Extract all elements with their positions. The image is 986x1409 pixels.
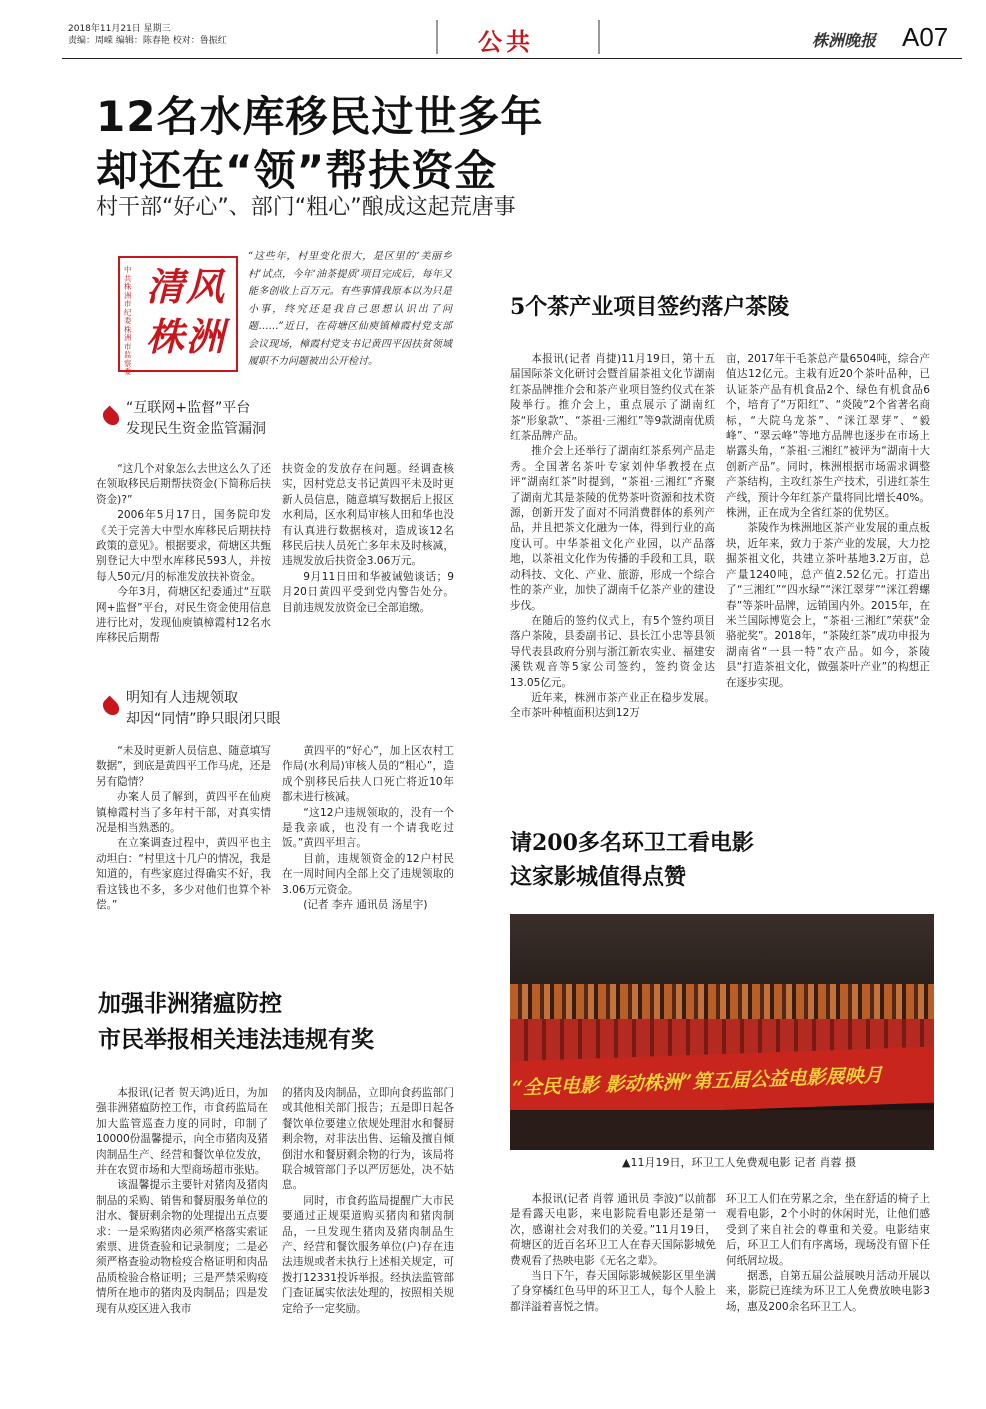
sec2-heading-line1: 明知有人违规领取 [126, 690, 238, 706]
staff-credits: 责编：周嵘 编辑：陈春艳 校对：鲁振红 [68, 36, 227, 46]
cinema-col1 [510, 1192, 716, 1315]
sec1-col2 [282, 462, 454, 616]
brand-logo: 株洲晚报 [812, 31, 877, 50]
banner-text: “全民电影 影动株洲”第五届公益电影展映月 [512, 1064, 883, 1100]
paragraph: 的猪肉及肉制品，立即向食药监部门或其他相关部门报告；五是即日起各餐饮单位要建立依规处理泔水和餐厨剩余物，对非法出售、运输及擅自倾倒泔水和餐厨剩余物的行为，该局将联合城管部门予以严厉惩处，决不姑息。 [282, 1087, 454, 1192]
swine-col1 [96, 1086, 268, 1317]
sec1-heading-line1: “互联网+监督”平台 [126, 400, 251, 416]
header-divider-right [598, 20, 600, 54]
paragraph: 本报讯(记者 肖捷)11月19日，第十五届国际茶文化研讨会暨首届茶祖文化节湖南红茶品牌推介会和茶产业项目签约仪式在茶陵举行。推介会上，重点展示了湖南红茶“形象款”、“茶祖·三湘红”等9款湖南优质红茶品牌产品。 [510, 353, 715, 443]
photo-caption: ▲11月19日，环卫工人免费观电影 记者 肖蓉 摄 [622, 1156, 856, 1169]
paragraph: 同时，市食药监局提醒广大市民要通过正规渠道购买猪肉和猪肉制品，一旦发现生猪肉及猪肉制品生产、经营和餐饮服务单位(户)存在违法违规或者未执行上述相关规定，可拨打12331投诉举报。经执法监管部门查证属实依法处理的，按照相关规定给予一定奖励。 [282, 1194, 454, 1315]
cinema-headline [510, 826, 754, 894]
cinema-headline-line1: 请200多名环卫工看电影 [510, 830, 754, 856]
paragraph: 该温馨提示主要针对猪肉及猪肉制品的采购、销售和餐厨服务单位的泔水、餐厨剩余物的处理提出五点要求：一是采购猪肉必须严格落实索证索票、进货查验和记录制度；二是必须严格查验动物检疫合格证明和肉品品质检验合格证明；三是严禁采购疫情所在地市的猪肉及肉制品；四是发现有从疫区进入我市 [96, 1179, 268, 1315]
lead-headline-line1: 12名水库移民过世多年 [96, 92, 544, 141]
paragraph: 茶陵作为株洲地区茶产业发展的重点板块，近年来，致力于茶产业的发展，大力挖掘茶祖文化，共建立茶叶基地3.2万亩，总产量1240吨，总产值2.52亿元。打造出了“三湘红”“四水绿”“洣江翠芽”“洣江碧螺春”等茶叶品牌，远销国内外。2015年，在米兰国际博览会上，“茶祖·三湘红”荣获“金骆驼奖”。2018年，“茶陵红茶”成功申报为湖南省“一县一特”农产品。如今，茶陵县“打造茶祖文化，做强茶叶产业”的构想正在逐步实现。 [726, 522, 930, 689]
sec2-heading [126, 688, 281, 730]
paragraph: “这几个对象怎么去世这么久了还在领取移民后期帮扶资金(下简称后扶资金)?” [96, 463, 271, 506]
paragraph: 本报讯(记者 肖蓉 通讯员 李波)“以前都是看露天电影，来电影院看电影还是第一次，感谢社会对我们的关爱。”11月19日，荷塘区的近百名环卫工人在春天国际影城免费观看了热映电影《无名之辈》。 [510, 1193, 716, 1267]
stamp-small-text: 中共株洲市纪委 株洲市监察委 [124, 265, 132, 376]
paragraph: 当日下午，春天国际影城候影区里坐满了身穿橘红色马甲的环卫工人，每个人脸上都洋溢着喜悦之情。 [510, 1270, 716, 1313]
sec1-heading [126, 398, 266, 440]
tea-col2 [726, 352, 930, 691]
sec2-col1 [96, 744, 271, 913]
paragraph: 办案人员了解到，黄四平在仙庾镇樟霞村当了多年村干部，对真实情况是相当熟悉的。 [96, 791, 271, 835]
lead-subtitle: 村干部“好心”、部门“粗心”酿成这起荒唐事 [96, 195, 516, 220]
cinema-photo [510, 914, 934, 1150]
page-number: A07 [902, 22, 949, 52]
paragraph: 在随后的签约仪式上，有5个签约项目落户茶陵，县委副书记、县长江小忠等县领导代表县政府分别与浙江新农实业、福建安溪铁观音等5家公司签约，签约资金达13.05亿元。 [510, 614, 715, 689]
cinema-headline-line2: 这家影城值得点赞 [510, 864, 687, 890]
swine-headline [98, 986, 374, 1058]
qingfeng-stamp [118, 256, 238, 376]
sec2-heading-line2: 却因“同情”睁只眼闭只眼 [126, 711, 281, 727]
paragraph: 黄四平的“好心”，加上区农村工作局(水利局)审核人员的“粗心”，造成个别移民后扶人口死亡将近10年都未进行核减。 [282, 745, 454, 804]
paragraph: 近年来，株洲市茶产业正在稳步发展。全市茶叶种植面积达到12万 [510, 691, 715, 720]
swine-col2 [282, 1086, 454, 1317]
swine-headline-line1: 加强非洲猪瘟防控 [98, 990, 282, 1017]
lead-headline-line2: 却还在“领”帮扶资金 [96, 146, 498, 195]
byline: (记者 李卉 通讯员 汤星宇) [303, 899, 428, 912]
lead-headline [96, 90, 656, 198]
paragraph: 2006年5月17日，国务院印发《关于完善大中型水库移民后期扶持政策的意见》。根据要求，荷塘区共甄别登记大中型水库移民593人，并按每人50元/月的标准发放扶补资金。 [96, 509, 271, 583]
paragraph: 据悉，自第五届公益展映月活动开展以来，影院已连续为环卫工人免费放映电影3场，惠及200余名环卫工人。 [726, 1270, 930, 1313]
cinema-col2 [726, 1192, 930, 1315]
header-rule [62, 58, 962, 59]
paragraph: 9月11日田和华被诫勉谈话；9月20日黄四平受到党内警告处分。目前违规发放资金已全部追缴。 [282, 570, 454, 614]
lead-quote: “这些年，村里变化很大，是区里的‘美丽乡村’试点，今年‘油茶提质’项目完成后，每年又能多创收上百万元。有些事情我原本以为只是小事，终究还是我自己思想认识出了问题……”近日，在荷塘区仙庾镇樟霞村党支部会议现场，樟霞村党支书记黄四平因扶贫领域履职不力问题被出公开检讨。 [248, 251, 452, 367]
paragraph: “未及时更新人员信息、随意填写数据”，到底是黄四平工作马虎，还是另有隐情？ [96, 745, 271, 788]
stamp-big-text: 清风株洲 [146, 264, 227, 359]
swine-headline-line2: 市民举报相关违法违规有奖 [98, 1026, 374, 1053]
paragraph: 本报讯(记者 贺天鸿)近日，为加强非洲猪瘟防控工作，市食药监局在加大监管巡查力度的同时，印制了10000份温馨提示，向全市猪肉及猪肉制品生产、经营和餐饮单位发放，并在农贸市场和大型商场超市张贴。 [96, 1087, 268, 1177]
sec1-heading-line2: 发现民生资金监管漏洞 [126, 421, 266, 437]
section-marker-icon [100, 406, 123, 429]
paragraph: 扶资金的发放存在问题。经调查核实，因村党总支书记黄四平未及时更新人员信息，随意填写数据后上报区水利局，区水利局审核人田和华也没有认真进行数据核对，造成该12名移民后扶人员死亡多年未及时核减，违规发放后扶资金3.06万元。 [282, 463, 454, 568]
paragraph: 环卫工人们在劳累之余，坐在舒适的椅子上观看电影，2个小时的休闲时光，让他们感受到了来自社会的尊重和关爱。电影结束后，环卫工人们有序离场，现场没有留下任何纸屑垃圾。 [726, 1193, 930, 1267]
section-name: 公共 [478, 27, 534, 56]
tea-col1 [510, 352, 715, 722]
tea-headline: 5个茶产业项目签约落户茶陵 [510, 294, 790, 320]
paragraph: 亩，2017年干毛茶总产量6504吨，综合产值达12亿元。主栽有近20个茶叶品种，已认证茶产品有机食品2个、绿色有机食品6个，培育了“万阳红”、“炎陵”2个省著名商标，“大院乌龙茶”、“洣江翠芽”、“毅峰”、“翠云峰”等地方品牌也逐步在市场上崭露头角，“茶祖·三湘红”被评为“湖南十大创新产品”。同时，株洲根据市场需求调整产茶结构，主攻红茶生产技术，引进红茶生产线，预计今年红茶产量将同比增长40%。株洲，正在成为全省红茶的优势区。 [726, 353, 930, 520]
section-marker-icon [100, 696, 123, 719]
paragraph: “这12户违规领取的，没有一个是我亲戚，也没有一个请我吃过饭。”黄四平坦言。 [282, 806, 454, 850]
floor [510, 1110, 934, 1150]
paragraph: 今年3月，荷塘区纪委通过“互联网+监督”平台，对民生资金使用信息进行比对，发现仙庾镇樟霞村12名水库移民后期帮 [96, 586, 271, 645]
paragraph: 在立案调查过程中，黄四平也主动坦白：“村里这十几户的情况，我是知道的，有些家庭过得确实不好，我看这钱也不多，多少对他们也算个补偿。” [96, 837, 271, 912]
header-divider-left [436, 20, 438, 54]
issue-date: 2018年11月21日 星期三 [68, 24, 171, 34]
paragraph: 推介会上还举行了湖南红茶系列产品走秀。全国著名茶叶专家刘仲华教授在点评“湖南红茶”时提到，“茶祖·三湘红”齐聚了湖南尤其是茶陵的优势茶叶资源和技术资源，创新开发了面对不同消费群体的系列产品，并且把茶文化融为一体，得到行业的高度认可。中华茶祖文化产业园，以产品落地，以茶祖文化作为传播的手段和工具，联动科技、文化、产业、旅游，形成一个综合性的茶产业，加快了湖南千亿茶产业的建设步伐。 [510, 445, 715, 612]
paragraph: 目前，违规领资金的12户村民在一周时间内全部上交了违规领取的3.06万元资金。 [282, 852, 454, 896]
sec2-col2 [282, 744, 454, 913]
sec1-col1 [96, 462, 271, 647]
